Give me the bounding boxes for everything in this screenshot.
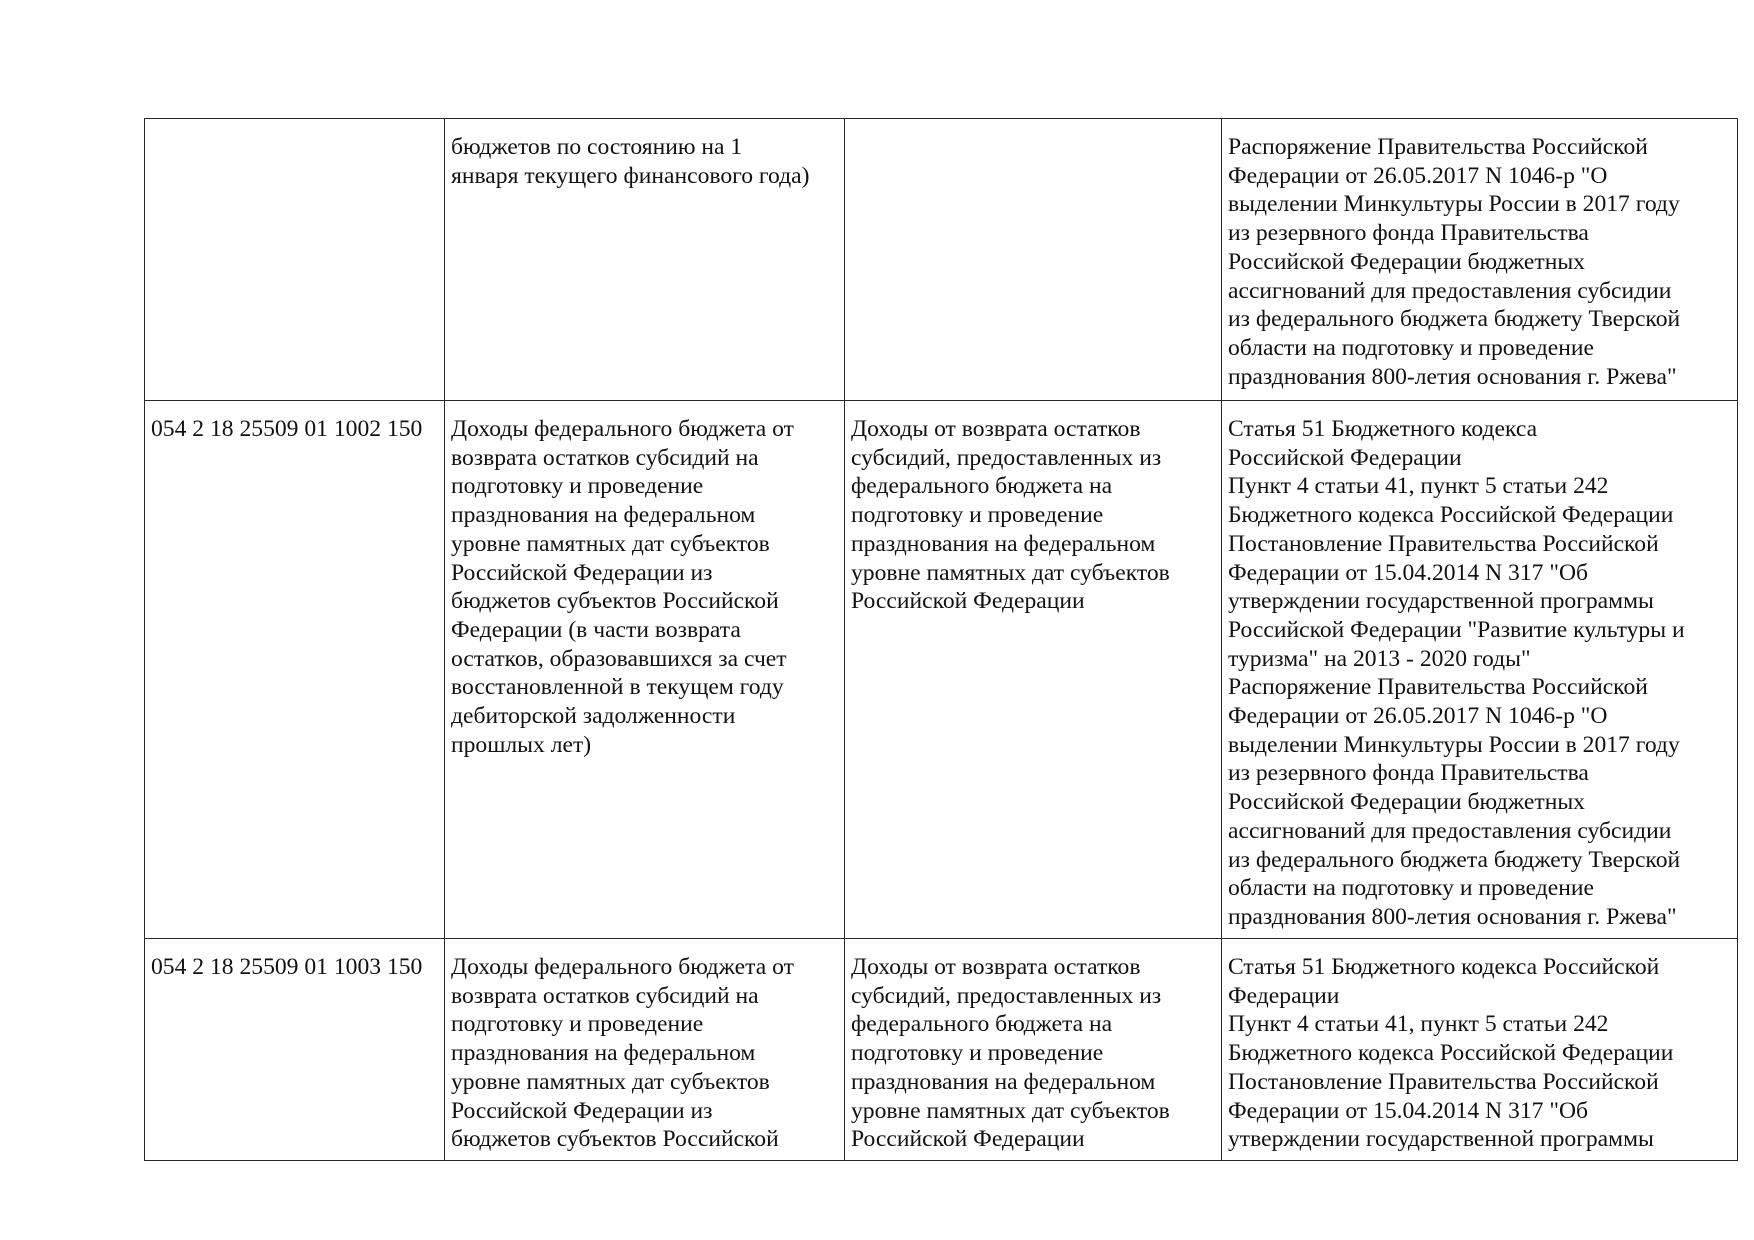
legal-basis-cell: Статья 51 Бюджетного кодекса Российской Федерации Пункт 4 статьи 41, пункт 5 статьи 242 Бюджетного кодекса Российской Федерации Постановление Правительства Российской Федерации от 15.04.2014 N 317 "Об утверждении государственной программы (1222, 939, 1738, 1161)
income-name-cell: Доходы федерального бюджета от возврата остатков субсидий на подготовку и проведение празднования на федеральном уровне памятных дат субъектов Российской Федерации из бюджетов субъектов Российской Федерации (в части возврата остатков, образовавшихся за счет восстановленной в текущем году дебиторской задолженности прошлых лет) (445, 401, 845, 939)
legal-basis-cell: Статья 51 Бюджетного кодекса Российской Федерации Пункт 4 статьи 41, пункт 5 статьи 242 Бюджетного кодекса Российской Федерации Постановление Правительства Российской Федерации от 15.04.2014 N 317 "Об утверждении государственной программы Российской Федерации "Развитие культуры и туризма" на 2013 - 2020 годы" Распоряжение Правительства Российской Федерации от 26.05.2017 N 1046-р "О выделении Минкультуры России в 2017 году из резервного фонда Правительства Российской Федерации бюджетных ассигнований для предоставления субсидии из федерального бюджета бюджету Тверской области на подготовку и проведение празднования 800-летия основания г. Ржева" (1222, 401, 1738, 939)
budget-codes-table (144, 118, 1738, 1161)
income-type-cell: Доходы от возврата остатков субсидий, предоставленных из федерального бюджета на подготовку и проведение празднования на федеральном уровне памятных дат субъектов Российской Федерации (845, 939, 1222, 1161)
code-cell (145, 939, 445, 1161)
table-row (145, 401, 1738, 939)
code-text: 054 2 18 25509 01 1003 150 (151, 954, 423, 980)
legal-basis-cell: Распоряжение Правительства Российской Федерации от 26.05.2017 N 1046-р "О выделении Минкультуры России в 2017 году из резервного фонда Правительства Российской Федерации бюджетных ассигнований для предоставления субсидии из федерального бюджета бюджету Тверской области на подготовку и проведение празднования 800-летия основания г. Ржева" (1222, 119, 1738, 401)
income-name-cell: Доходы федерального бюджета от возврата остатков субсидий на подготовку и проведение празднования на федеральном уровне памятных дат субъектов Российской Федерации из бюджетов субъектов Российской (445, 939, 845, 1161)
table-row (145, 119, 1738, 401)
code-text: 054 2 18 25509 01 1002 150 (151, 416, 423, 442)
income-type-cell (845, 119, 1222, 401)
code-cell (145, 119, 445, 401)
table-row (145, 939, 1738, 1161)
income-type-cell: Доходы от возврата остатков субсидий, предоставленных из федерального бюджета на подготовку и проведение празднования на федеральном уровне памятных дат субъектов Российской Федерации (845, 401, 1222, 939)
income-name-cell: бюджетов по состоянию на 1 января текущего финансового года) (445, 119, 845, 401)
code-cell (145, 401, 445, 939)
